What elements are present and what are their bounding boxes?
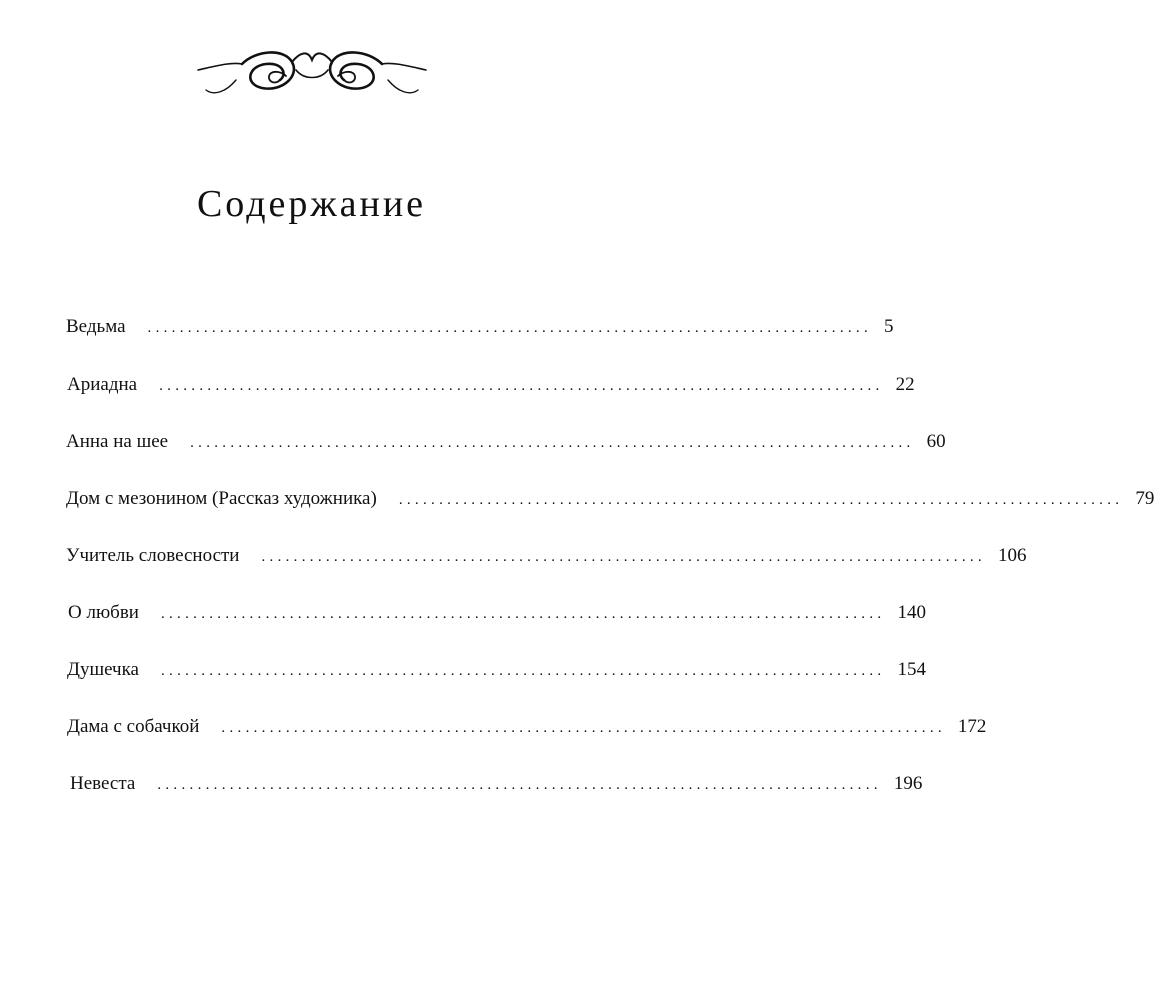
toc-entry-page: 140 (897, 602, 926, 623)
toc-entry-title: Душечка (67, 659, 139, 680)
toc-entry-title: Дама с собачкой (67, 716, 200, 737)
toc-leader-dots: .......................................................................................... (160, 606, 886, 622)
page-title: Содержание (196, 183, 427, 225)
toc-entry (67, 716, 987, 738)
toc-entry-title: Ариадна (67, 374, 138, 395)
toc-leader-dots: .......................................................................................... (190, 435, 915, 451)
toc-entry-page: 154 (897, 659, 926, 680)
toc-entry (67, 659, 926, 681)
toc-entry-page: 22 (895, 374, 915, 395)
toc-leader-dots: .......................................................................................... (147, 320, 873, 336)
toc-entry-page: 5 (884, 316, 894, 337)
toc-leader-dots: .......................................................................................... (221, 720, 946, 736)
toc-entry-page: 196 (893, 773, 923, 794)
toc-leader-dots: .......................................................................................... (159, 378, 884, 394)
toc-entry (66, 316, 894, 338)
toc-entry (68, 602, 926, 624)
toc-entry-title: Ведьма (66, 316, 126, 337)
toc-entry-page: 172 (957, 716, 987, 737)
toc-entry (66, 488, 1154, 510)
toc-entry-page: 60 (926, 431, 946, 452)
toc-leader-dots: .......................................................................................... (160, 663, 886, 679)
toc-entry-title: Дом с мезонином (Рассказ художника) (66, 488, 377, 509)
toc-entry-title: Анна на шее (66, 431, 169, 452)
toc-entry (66, 431, 946, 453)
toc-leader-dots: .......................................................................................... (157, 777, 882, 793)
toc-leader-dots: .......................................................................................... (261, 549, 986, 565)
toc-entry (70, 773, 923, 795)
toc-entry-title: Учитель словесности (66, 545, 240, 566)
toc-entry-page: 79 (1135, 488, 1154, 509)
toc-entry (67, 374, 915, 396)
toc-entry-title: О любви (68, 602, 139, 623)
toc-entry-title: Невеста (70, 773, 136, 794)
toc-leader-dots: .......................................................................................... (398, 492, 1124, 508)
toc-entry-page: 106 (997, 545, 1027, 566)
toc-entry (66, 545, 1027, 567)
